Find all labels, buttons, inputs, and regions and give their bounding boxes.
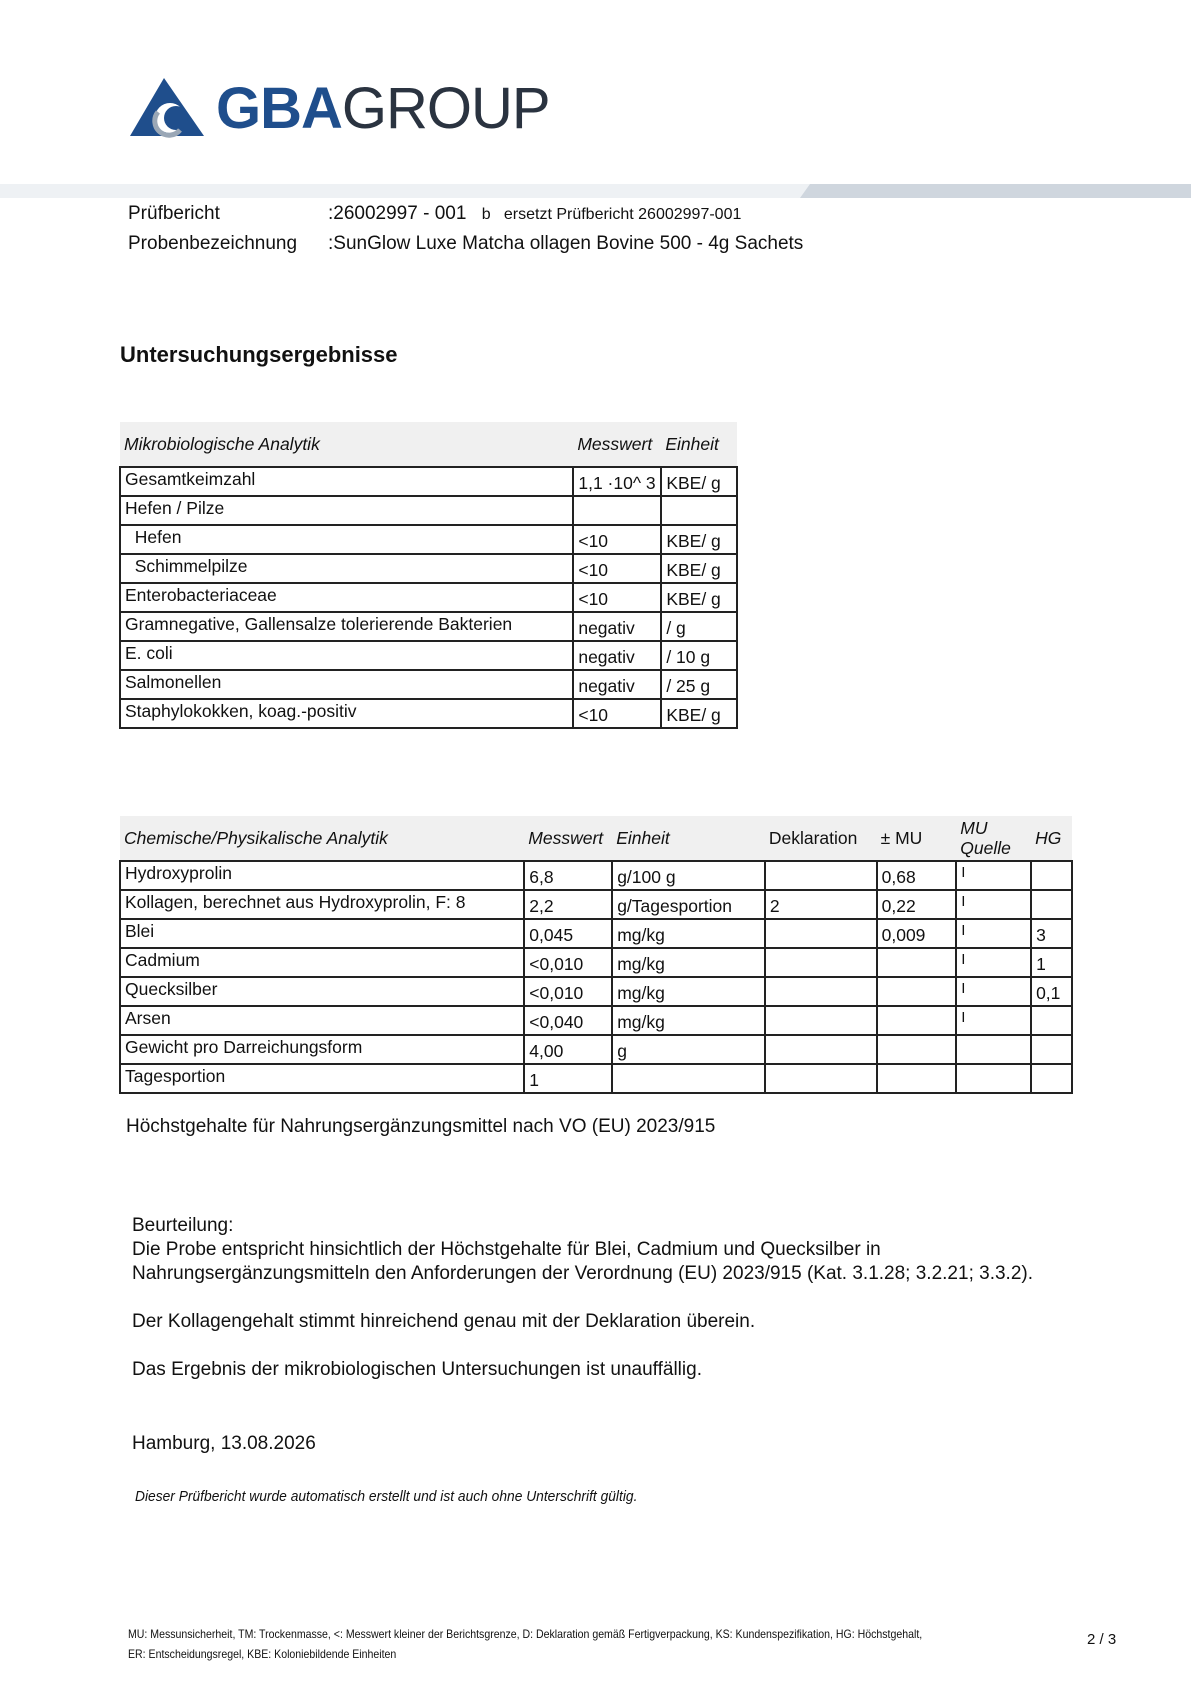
micro-header-cell: Einheit	[661, 422, 737, 467]
measured-value: <0,010	[524, 948, 612, 977]
declaration	[765, 977, 877, 1006]
mu-source: I	[956, 948, 1031, 977]
analyte-name: Schimmelpilze	[120, 554, 573, 583]
analyte-name: Staphylokokken, koag.-positiv	[120, 699, 573, 728]
unit	[661, 496, 737, 525]
chem-header-cell: Messwert	[524, 816, 612, 861]
unit	[612, 1064, 765, 1093]
unit: g	[612, 1035, 765, 1064]
unit: / 10 g	[661, 641, 737, 670]
max-level	[1031, 1035, 1072, 1064]
unit: g/Tagesportion	[612, 890, 765, 919]
table-row	[120, 496, 737, 525]
report-label: Prüfbericht	[128, 203, 220, 224]
page-number: 2 / 3	[1087, 1631, 1117, 1648]
analyte-name: Cadmium	[120, 948, 524, 977]
measured-value: 4,00	[524, 1035, 612, 1064]
table-row	[120, 612, 737, 641]
sample-value: :SunGlow Luxe Matcha ollagen Bovine 500 - 4g Sachets	[328, 233, 804, 254]
measurement-uncertainty: 0,68	[877, 861, 957, 890]
mu-source: I	[956, 1006, 1031, 1035]
declaration	[765, 1064, 877, 1093]
declaration	[765, 861, 877, 890]
sample-label: Probenbezeichnung	[128, 233, 298, 254]
unit: mg/kg	[612, 919, 765, 948]
declaration	[765, 919, 877, 948]
chem-header-cell: HG	[1031, 816, 1072, 861]
analyte-name: Hydroxyprolin	[120, 861, 524, 890]
measured-value: negativ	[573, 670, 661, 699]
max-level	[1031, 1064, 1072, 1093]
declaration	[765, 1006, 877, 1035]
unit: / 25 g	[661, 670, 737, 699]
measured-value: negativ	[573, 612, 661, 641]
measured-value: <10	[573, 554, 661, 583]
unit: mg/kg	[612, 1006, 765, 1035]
table-row	[120, 948, 1072, 977]
unit: KBE/ g	[661, 467, 737, 496]
measurement-uncertainty	[877, 948, 957, 977]
unit: g/100 g	[612, 861, 765, 890]
report-value: :26002997 - 001	[328, 203, 467, 224]
mu-source: I	[956, 861, 1031, 890]
analyte-name: Gesamtkeimzahl	[120, 467, 573, 496]
unit: / g	[661, 612, 737, 641]
table-row	[120, 919, 1072, 948]
measured-value: 2,2	[524, 890, 612, 919]
micro-table	[119, 422, 738, 729]
max-level: 0,1	[1031, 977, 1072, 1006]
unit: KBE/ g	[661, 554, 737, 583]
measured-value	[573, 496, 661, 525]
measurement-uncertainty	[877, 1006, 957, 1035]
declaration	[765, 948, 877, 977]
logo-mark-icon	[130, 78, 204, 140]
measured-value: 1	[524, 1064, 612, 1093]
report-number	[328, 203, 741, 225]
table-row	[120, 1006, 1072, 1035]
table-row	[120, 699, 737, 728]
measurement-uncertainty: 0,22	[877, 890, 957, 919]
table-row	[120, 641, 737, 670]
analyte-name: Gewicht pro Darreichungsform	[120, 1035, 524, 1064]
max-level	[1031, 890, 1072, 919]
mu-source	[956, 1035, 1031, 1064]
max-level: 3	[1031, 919, 1072, 948]
measurement-uncertainty	[877, 977, 957, 1006]
unit: mg/kg	[612, 977, 765, 1006]
logo-wordmark	[216, 76, 550, 142]
declaration	[765, 1035, 877, 1064]
logo-text-light: GROUP	[341, 76, 550, 141]
analyte-name: Salmonellen	[120, 670, 573, 699]
assessment-collagen: Der Kollagengehalt stimmt hinreichend genau mit der Deklaration überein.	[132, 1311, 756, 1332]
mu-source	[956, 1064, 1031, 1093]
measured-value: 0,045	[524, 919, 612, 948]
chem-header-row	[120, 816, 1072, 861]
analyte-name: Enterobacteriaceae	[120, 583, 573, 612]
table-row	[120, 1064, 1072, 1093]
measured-value: <10	[573, 525, 661, 554]
measured-value: 1,1 ·10^ 3	[573, 467, 661, 496]
measurement-uncertainty	[877, 1035, 957, 1064]
report-suffix: b	[481, 206, 491, 223]
analyte-name: Arsen	[120, 1006, 524, 1035]
table-row	[120, 525, 737, 554]
footer-legend-line-2: ER: Entscheidungsregel, KBE: Koloniebildende Einheiten	[128, 1647, 397, 1661]
unit: mg/kg	[612, 948, 765, 977]
place-date: Hamburg, 13.08.2026	[132, 1433, 316, 1454]
mu-source: I	[956, 977, 1031, 1006]
chem-header-cell: Chemische/Physikalische Analytik	[120, 816, 524, 861]
micro-header-cell: Mikrobiologische Analytik	[120, 422, 573, 467]
max-level	[1031, 1006, 1072, 1035]
limits-note: Höchstgehalte für Nahrungsergänzungsmittel nach VO (EU) 2023/915	[126, 1116, 716, 1137]
table-row	[120, 583, 737, 612]
mu-source: I	[956, 919, 1031, 948]
section-title: Untersuchungsergebnisse	[120, 342, 398, 367]
analyte-name: Hefen / Pilze	[120, 496, 573, 525]
chem-header-cell: Einheit	[612, 816, 765, 861]
measured-value: negativ	[573, 641, 661, 670]
max-level: 1	[1031, 948, 1072, 977]
assessment-micro: Das Ergebnis der mikrobiologischen Untersuchungen ist unauffällig.	[132, 1359, 702, 1380]
table-row	[120, 467, 737, 496]
measured-value: 6,8	[524, 861, 612, 890]
footer-legend-line-1: MU: Messunsicherheit, TM: Trockenmasse, <: Messwert kleiner der Berichtsgrenze, D: Deklaration gemäß Fertigverpackung, KS: Kundenspezifikation, HG: Höchstgehalt,	[128, 1627, 923, 1641]
table-row	[120, 861, 1072, 890]
company-logo	[130, 76, 560, 142]
measured-value: <10	[573, 699, 661, 728]
micro-header-row	[120, 422, 737, 467]
logo-text-bold: GBA	[216, 76, 342, 141]
table-row	[120, 554, 737, 583]
chem-table	[119, 816, 1073, 1094]
measurement-uncertainty	[877, 1064, 957, 1093]
analyte-name: Blei	[120, 919, 524, 948]
table-row	[120, 670, 737, 699]
unit: KBE/ g	[661, 699, 737, 728]
analyte-name: Tagesportion	[120, 1064, 524, 1093]
table-row	[120, 977, 1072, 1006]
mu-source: I	[956, 890, 1031, 919]
chem-header-cell: ± MU	[877, 816, 957, 861]
measured-value: <0,040	[524, 1006, 612, 1035]
analyte-name: E. coli	[120, 641, 573, 670]
measurement-uncertainty: 0,009	[877, 919, 957, 948]
analyte-name: Quecksilber	[120, 977, 524, 1006]
micro-header-cell: Messwert	[573, 422, 661, 467]
chem-header-cell: Deklaration	[765, 816, 877, 861]
unit: KBE/ g	[661, 583, 737, 612]
assessment-line-2: Nahrungsergänzungsmitteln den Anforderungen der Verordnung (EU) 2023/915 (Kat. 3.1.28; 3.2.21; 3.3.2).	[132, 1263, 1033, 1284]
measured-value: <0,010	[524, 977, 612, 1006]
analyte-name: Kollagen, berechnet aus Hydroxyprolin, F: 8	[120, 890, 524, 919]
analyte-name: Gramnegative, Gallensalze tolerierende Bakterien	[120, 612, 573, 641]
disclaimer: Dieser Prüfbericht wurde automatisch erstellt und ist auch ohne Unterschrift gültig.	[135, 1488, 638, 1505]
max-level	[1031, 861, 1072, 890]
table-row	[120, 890, 1072, 919]
assessment-title: Beurteilung:	[132, 1215, 234, 1236]
report-replaces: ersetzt Prüfbericht 26002997-001	[503, 206, 742, 223]
assessment-line-1: Die Probe entspricht hinsichtlich der Höchstgehalte für Blei, Cadmium und Quecksilber in	[132, 1239, 881, 1260]
table-row	[120, 1035, 1072, 1064]
measured-value: <10	[573, 583, 661, 612]
chem-header-cell: MU Quelle	[956, 816, 1031, 861]
declaration: 2	[765, 890, 877, 919]
analyte-name: Hefen	[120, 525, 573, 554]
unit: KBE/ g	[661, 525, 737, 554]
